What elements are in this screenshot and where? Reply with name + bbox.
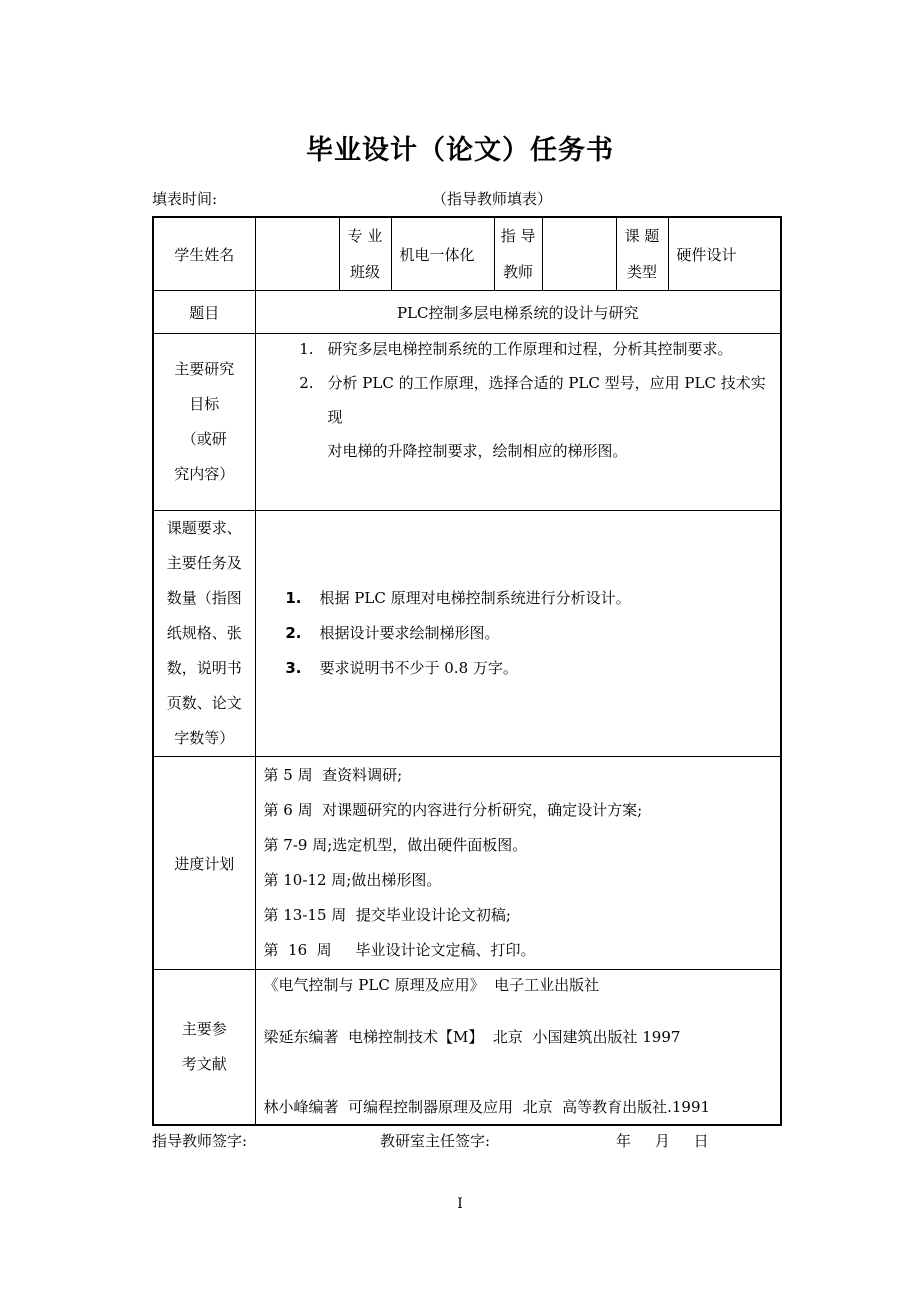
topic-label: 题目	[153, 291, 255, 334]
advisor-label	[494, 217, 542, 291]
table-row	[153, 217, 781, 291]
label-line: 字数等）	[174, 729, 235, 747]
table-row	[153, 334, 781, 511]
research-goal-label	[153, 334, 255, 511]
topic-type-label-line: 课 题	[624, 227, 660, 245]
research-goal-list	[256, 332, 781, 468]
advisor-label-line: 教师	[502, 263, 533, 281]
topic-value: PLC控制多层电梯系统的设计与研究	[255, 291, 781, 334]
student-name-value[interactable]	[255, 217, 339, 291]
list-item: 第 7-9 周;选定机型，做出硬件面板图。	[263, 836, 528, 854]
requirements-content	[255, 511, 781, 757]
reference-item: 《电气控制与 PLC 原理及应用》 电子工业出版社	[263, 976, 600, 994]
schedule-label: 进度计划	[153, 757, 255, 970]
label-line: 考文献	[181, 1055, 227, 1073]
item-text: 分析 PLC 的工作原理，选择合适的 PLC 型号，应用 PLC 技术实现	[327, 374, 766, 426]
list-item	[256, 332, 773, 366]
task-form-table	[152, 216, 782, 1126]
list-item: 第 10-12 周;做出梯形图。	[263, 871, 442, 889]
director-signature-label: 教研室主任签字:	[380, 1132, 491, 1150]
label-line: 纸规格、张	[166, 624, 242, 642]
schedule-list	[256, 758, 781, 968]
label-line: （或研	[181, 430, 227, 448]
requirements-label	[153, 511, 255, 757]
item-text: 根据设计要求绘制梯形图。	[319, 624, 500, 642]
topic-type-label-line: 类型	[626, 263, 657, 281]
label-line: 主要任务及	[166, 554, 242, 572]
schedule-content	[255, 757, 781, 970]
table-row	[153, 511, 781, 757]
major-class-value: 机电一体化	[391, 217, 494, 291]
references-list	[256, 970, 781, 1124]
label-line: 页数、论文	[166, 694, 242, 712]
topic-type-value: 硬件设计	[668, 217, 781, 291]
student-name-label: 学生姓名	[153, 217, 255, 291]
major-class-label	[339, 217, 391, 291]
item-text: 对电梯的升降控制要求，绘制相应的梯形图。	[327, 442, 628, 460]
item-text: 要求说明书不少于 0.8 万字。	[319, 659, 518, 677]
table-row	[153, 757, 781, 970]
requirements-list	[256, 581, 781, 686]
item-number	[256, 434, 328, 468]
list-item	[256, 581, 781, 616]
item-number: 2.	[299, 374, 314, 392]
advisor-signature-label: 指导教师签字:	[152, 1132, 248, 1150]
major-class-label-line: 专 业	[347, 227, 383, 245]
item-number: 3.	[285, 659, 302, 677]
item-number: 1.	[285, 589, 302, 607]
item-text: 研究多层电梯控制系统的工作原理和过程，分析其控制要求。	[327, 340, 733, 358]
item-number: 2.	[285, 624, 302, 642]
list-item	[256, 366, 773, 434]
label-line: 目标	[189, 395, 220, 413]
label-line: 数，说明书	[166, 659, 242, 677]
label-line: 主要研究	[174, 360, 235, 378]
reference-item: 林小峰编著 可编程控制器原理及应用 北京 高等教育出版社.1991	[263, 1098, 711, 1116]
label-line: 主要参	[181, 1020, 227, 1038]
date-label: 年 月 日	[616, 1132, 709, 1150]
item-number: 1.	[299, 340, 314, 358]
major-class-label-line: 班级	[349, 263, 380, 281]
list-item	[256, 434, 773, 468]
table-row	[153, 970, 781, 1126]
label-line: 课题要求、	[166, 519, 242, 537]
references-label	[153, 970, 255, 1126]
advisor-value[interactable]	[542, 217, 616, 291]
advisor-label-line: 指 导	[500, 227, 536, 245]
topic-type-label	[616, 217, 668, 291]
list-item: 第 6 周 对课题研究的内容进行分析研究，确定设计方案;	[263, 801, 643, 819]
label-line: 数量（指图	[166, 589, 242, 607]
document-title: 毕业设计（论文）任务书	[306, 135, 614, 166]
table-row	[153, 291, 781, 334]
reference-item: 梁延东编著 电梯控制技术【M】 北京 小国建筑出版社 1997	[263, 1028, 681, 1046]
item-text: 根据 PLC 原理对电梯控制系统进行分析设计。	[319, 589, 631, 607]
list-item: 第 5 周 查资料调研;	[263, 766, 403, 784]
list-item: 第 16 周 毕业设计论文定稿、打印。	[263, 941, 536, 959]
list-item	[256, 651, 781, 686]
label-line: 究内容）	[174, 465, 235, 483]
research-goal-content	[255, 334, 781, 511]
fill-note: （指导教师填表）	[432, 190, 553, 208]
references-content	[255, 970, 781, 1126]
list-item: 第 13-15 周 提交毕业设计论文初稿;	[263, 906, 511, 924]
page-number: I	[457, 1196, 463, 1212]
list-item	[256, 616, 781, 651]
fill-time-label: 填表时间:	[152, 190, 218, 208]
